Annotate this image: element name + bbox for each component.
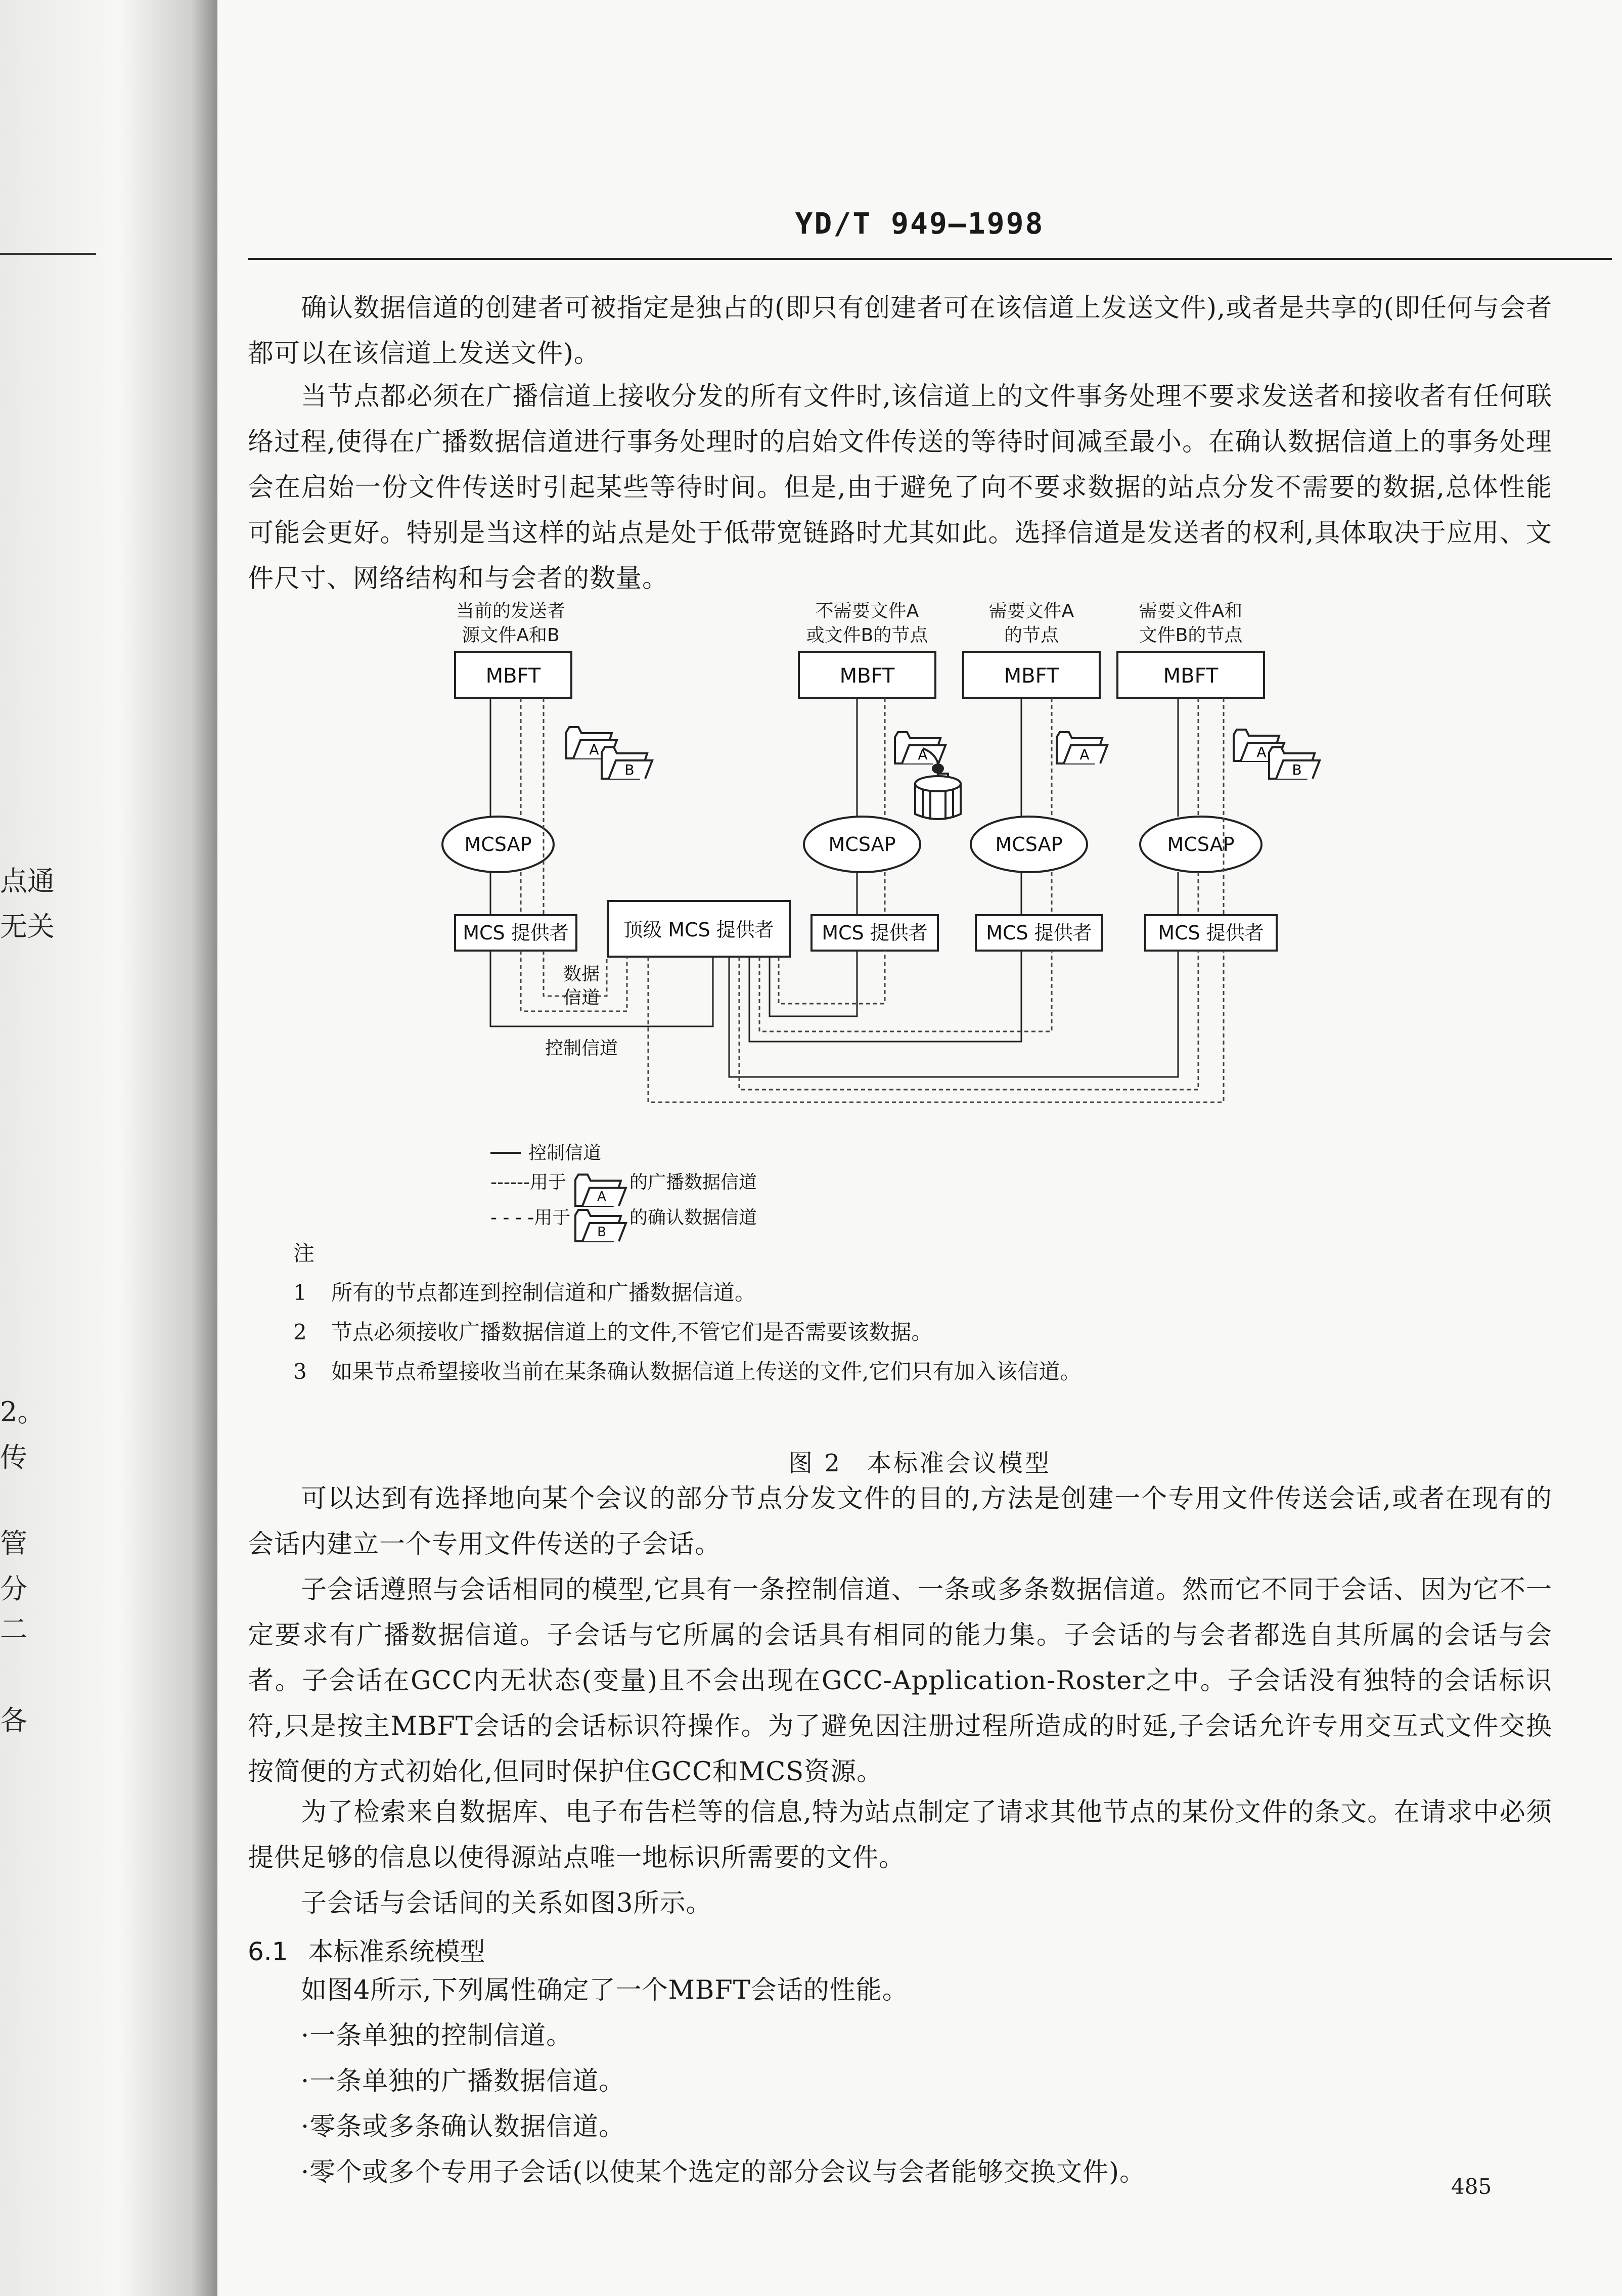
- node-label: 当前的发送者: [456, 601, 566, 621]
- bullet-item: ·零个或多个专用子会话(以使某个选定的部分会议与会者能够交换文件)。: [301, 2157, 1146, 2187]
- mcsap-label: MCSAP: [1167, 833, 1235, 856]
- bullet-item: ·一条单独的广播数据信道。: [301, 2066, 625, 2096]
- node-label: 源文件A和B: [462, 625, 560, 646]
- section-number: 6.1: [248, 1937, 288, 1966]
- control-channel-label: 控制信道: [545, 1038, 618, 1059]
- file-folder-icon: [1057, 732, 1107, 763]
- bullet-item: ·一条单独的控制信道。: [301, 2021, 573, 2051]
- note-item: 1 所有的节点都连到控制信道和广播数据信道。: [293, 1280, 756, 1305]
- svg-text:B: B: [624, 761, 635, 778]
- data-channel-label: 数据: [563, 964, 600, 984]
- legend-broadcast-suffix: 的广播数据信道: [629, 1172, 757, 1193]
- mcsap-label: MCSAP: [828, 833, 896, 856]
- figure-caption: 图 2 本标准会议模型: [788, 1449, 1051, 1477]
- mbft-label: MBFT: [839, 664, 895, 688]
- node-label: 文件B的节点: [1139, 625, 1243, 646]
- margin-fragment: 点通: [0, 865, 55, 897]
- data-channel-label: 信道: [563, 987, 600, 1008]
- paragraph: 子会话遵照与会话相同的模型,它具有一条控制信道、一条或多条数据信道。然而它不同于会话、因为它不一定要求有广播数据信道。子会话与它所属的会话具有相同的能力集。子会话的与会者都选自其所属的会话与会者。子会话在GCC内无状态(变量)且不会出现在GCC-Application-Roster之中。子会话没有独特的会话标识符,只是按主MBFT会话的会话标识符操作。为了避免因注册过程所造成的时延,子会话允许专用交互式文件交换按简便的方式初始化,但同时保护住GCC和MCS资源。: [248, 1575, 1552, 1787]
- margin-fragment: 二: [0, 1613, 27, 1645]
- margin-fragment: 分: [0, 1573, 27, 1605]
- page-number: 485: [1451, 2174, 1492, 2199]
- svg-text:A: A: [597, 1189, 606, 1204]
- mbft-label: MBFT: [1004, 664, 1059, 688]
- file-folder-icon: [895, 732, 945, 763]
- svg-text:B: B: [597, 1225, 606, 1240]
- node-label: 的节点: [1004, 625, 1059, 646]
- note-item: 3 如果节点希望接收当前在某条确认数据信道上传送的文件,它们只有加入该信道。: [293, 1359, 1082, 1384]
- legend-confirmed-suffix: 的确认数据信道: [629, 1207, 757, 1228]
- section-title: 本标准系统模型: [308, 1937, 485, 1966]
- standard-header: YD/T 949—1998: [795, 206, 1045, 241]
- node-label: 或文件B的节点: [806, 625, 928, 646]
- neighbor-page-rule: [0, 253, 96, 255]
- node-label: 不需要文件A: [815, 601, 919, 621]
- bullet-list: [301, 2013, 1146, 2195]
- mcs-provider-label: MCS 提供者: [1158, 922, 1264, 944]
- bullet-item: ·零条或多条确认数据信道。: [301, 2112, 625, 2142]
- node-label: 需要文件A和: [1139, 601, 1243, 621]
- legend-confirmed-prefix: - - - -用于: [490, 1207, 571, 1228]
- svg-text:B: B: [1292, 761, 1302, 778]
- svg-text:A: A: [1256, 744, 1267, 760]
- margin-fragment: 传: [0, 1442, 27, 1473]
- document-page: [217, 0, 1622, 2296]
- mcs-provider-label: MCS 提供者: [463, 922, 569, 944]
- mbft-label: MBFT: [485, 664, 541, 688]
- section-heading: [248, 1931, 485, 1968]
- margin-fragment: 各: [0, 1704, 27, 1736]
- note-item: 2 节点必须接收广播数据信道上的文件,不管它们是否需要该数据。: [293, 1320, 933, 1344]
- margin-fragment: 无关: [0, 911, 55, 942]
- mcsap-label: MCSAP: [464, 833, 532, 856]
- paragraph: 确认数据信道的创建者可被指定是独占的(即只有创建者可在该信道上发送文件),或者是共享的(即任何与会者都可以在该信道上发送文件)。: [248, 293, 1552, 369]
- svg-text:A: A: [918, 746, 928, 763]
- paragraph: 为了检索来自数据库、电子布告栏等的信息,特为站点制定了请求其他节点的某份文件的条文。在请求中必须提供足够的信息以使得源站点唯一地标识所需要的文件。: [248, 1797, 1552, 1873]
- figure-notes: [293, 1234, 1081, 1391]
- notes-title: 注: [293, 1241, 315, 1266]
- margin-fragment: 2。: [0, 1396, 45, 1428]
- svg-text:A: A: [589, 741, 599, 758]
- top-provider-label: 顶级 MCS 提供者: [623, 919, 774, 941]
- conference-model-figure: [217, 592, 1622, 1249]
- node-label: 需要文件A: [988, 601, 1074, 621]
- paragraph: 如图4所示,下列属性确定了一个MBFT会话的性能。: [301, 1975, 909, 2005]
- svg-text:A: A: [1079, 746, 1090, 763]
- paragraph: 当节点都必须在广播信道上接收分发的所有文件时,该信道上的文件事务处理不要求发送者和接收者有任何联络过程,使得在广播数据信道进行事务处理时的启始文件传送的等待时间减至最小。在确认数据信道上的事务处理会在启始一份文件传送时引起某些等待时间。但是,由于避免了向不要求数据的站点分发不需要的数据,总体性能可能会更好。特别是当这样的站点是处于低带宽链路时尤其如此。选择信道是发送者的权利,具体取决于应用、文件尺寸、网络结构和与会者的数量。: [248, 382, 1552, 594]
- paragraph: 可以达到有选择地向某个会议的部分节点分发文件的目的,方法是创建一个专用文件传送会话,或者在现有的会话内建立一个专用文件传送的子会话。: [248, 1484, 1552, 1559]
- file-folder-icon: [602, 747, 652, 779]
- margin-fragment: 管: [0, 1527, 27, 1559]
- mcsap-label: MCSAP: [995, 833, 1063, 856]
- paragraph: 子会话与会话间的关系如图3所示。: [301, 1888, 712, 1918]
- file-a-legend-icon: [575, 1175, 626, 1206]
- file-folder-icon: [1269, 747, 1320, 779]
- mcs-provider-label: MCS 提供者: [986, 922, 1092, 944]
- legend-broadcast-prefix: ------用于: [490, 1172, 566, 1193]
- legend-control: 控制信道: [528, 1143, 602, 1163]
- mbft-label: MBFT: [1163, 664, 1219, 688]
- mcs-provider-label: MCS 提供者: [822, 922, 928, 944]
- header-rule: [248, 258, 1612, 260]
- neighbor-page-gutter: [0, 0, 217, 2296]
